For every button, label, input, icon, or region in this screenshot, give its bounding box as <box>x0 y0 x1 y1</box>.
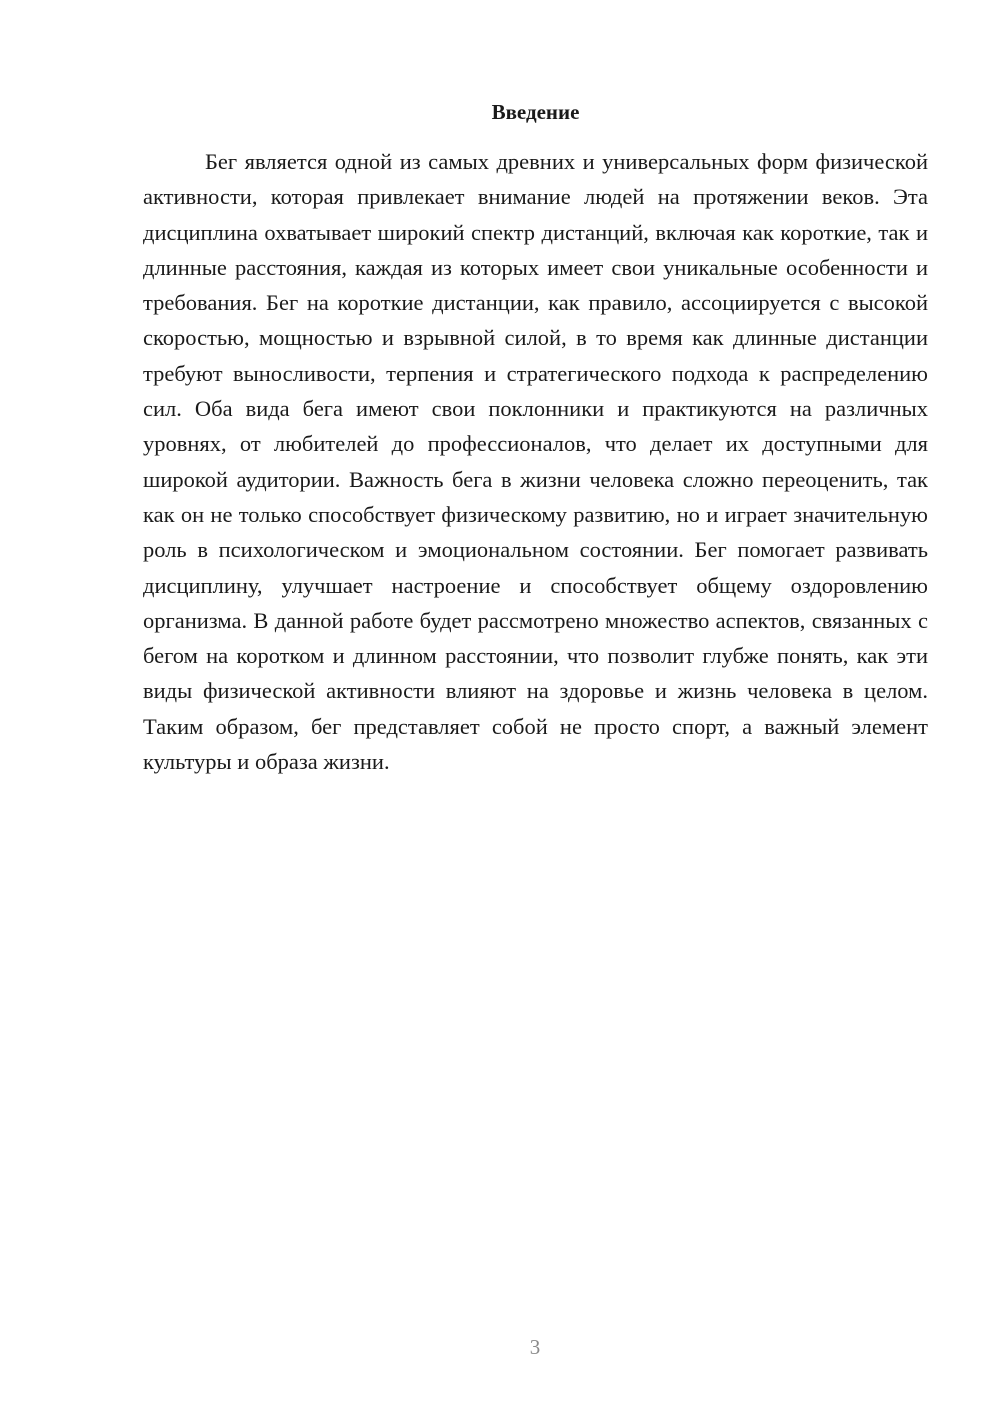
page-number: 3 <box>529 1335 541 1359</box>
body-paragraph: Бег является одной из самых древних и универсальных форм физической активности, которая привлекает внимание людей на протяжении веков. Эта дисциплина охватывает широкий спектр дистанций, включая как короткие, так и длинные расстояния, каждая из которых имеет свои уникальные особенности и требования. Бег на короткие дистанции, как правило, ассоциируется с высокой скоростью, мощностью и взрывной силой, в то время как длинные дистанции требуют выносливости, терпения и стратегического подхода к распределению сил. Оба вида бега имеют свои поклонники и практикуются на различных уровнях, от любителей до профессионалов, что делает их доступными для широкой аудитории. Важность бега в жизни человека сложно переоценить, так как он не только способствует физическому развитию, но и играет значительную роль в психологическом и эмоциональном состоянии. Бег помогает развивать дисциплину, улучшает настроение и способствует общему оздоровлению организма. В данной работе будет рассмотрено множество аспектов, связанных с бегом на коротком и длинном расстоянии, что позволит глубже понять, как эти виды физической активности влияют на здоровье и жизнь человека в целом. Таким образом, бег представляет собой не просто спорт, а важный элемент культуры и образа жизни. <box>143 149 928 775</box>
section-heading: Введение <box>491 100 580 124</box>
